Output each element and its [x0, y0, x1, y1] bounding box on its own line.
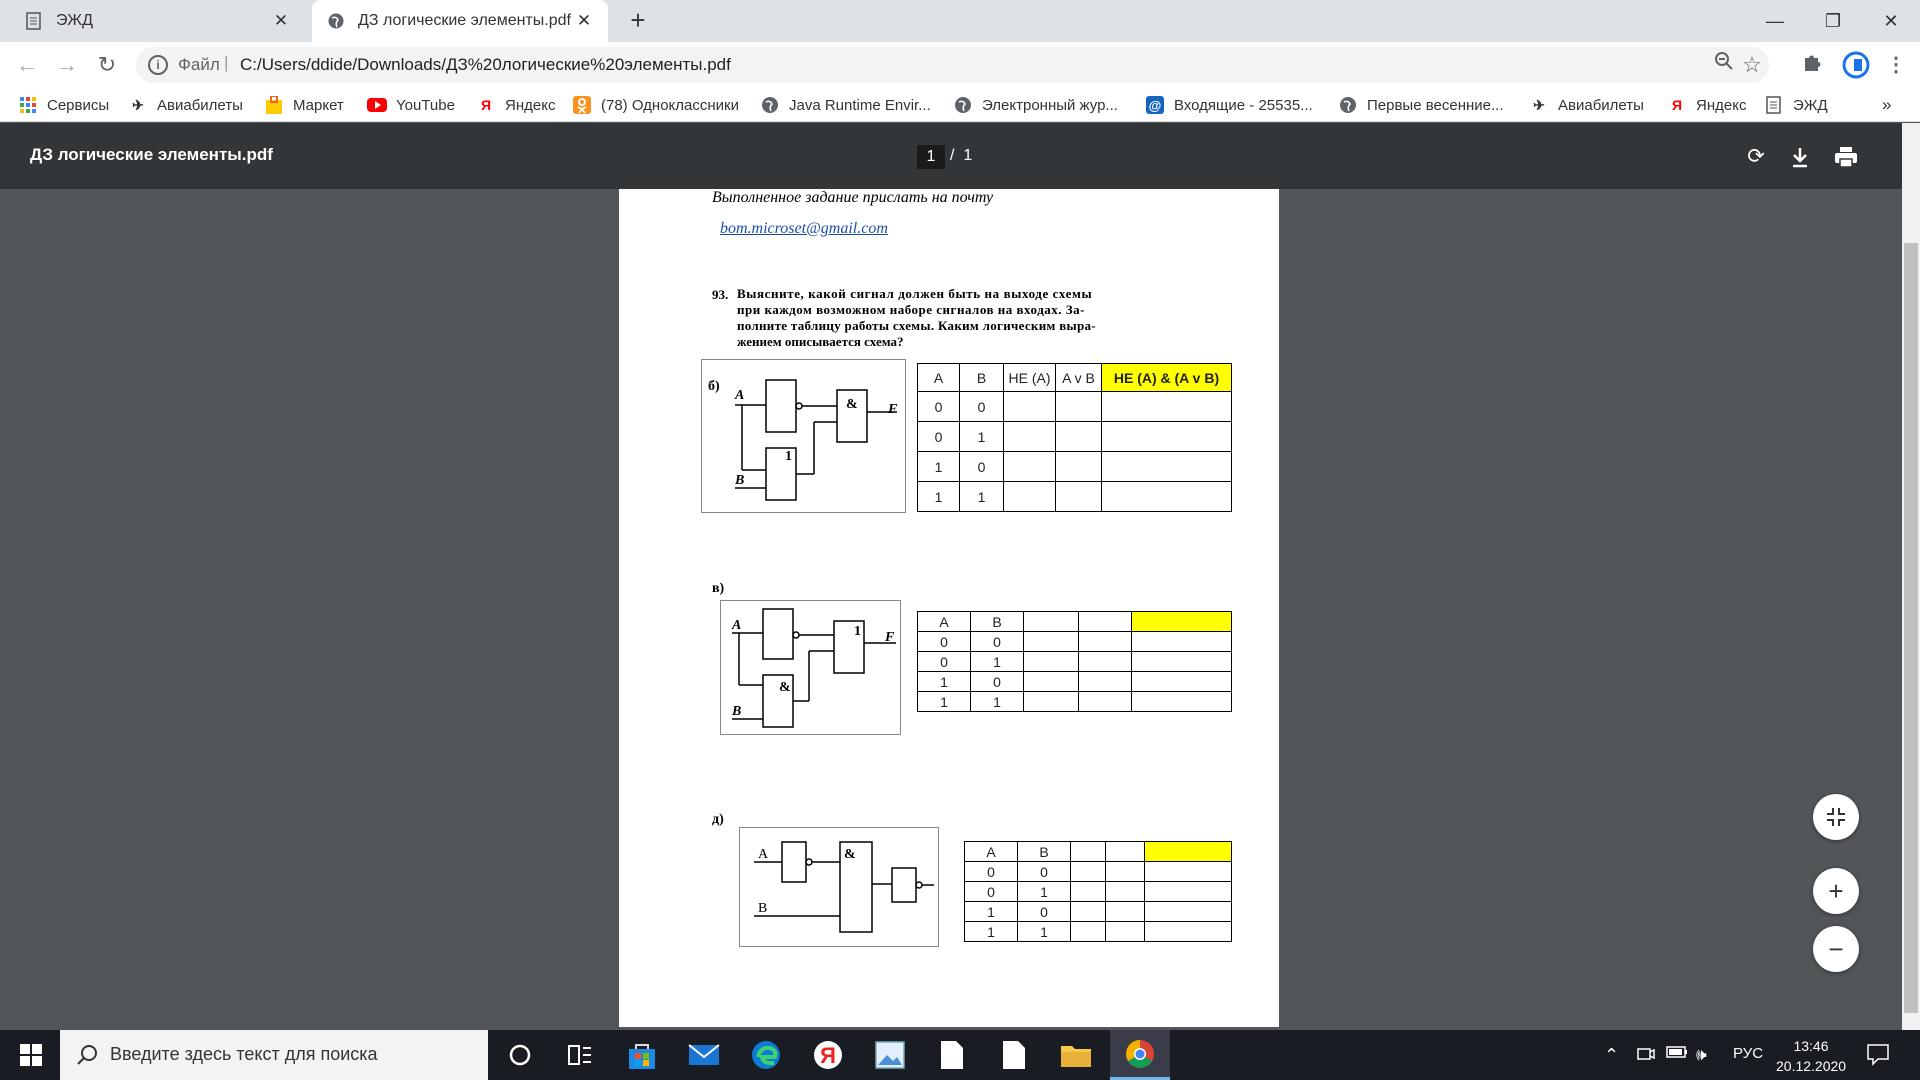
input-a-label: A [735, 388, 745, 403]
cell-b: 1 [971, 692, 1024, 712]
pdf-title: ДЗ логические элементы.pdf [30, 145, 273, 164]
empty-cell [1106, 922, 1145, 942]
search-icon [76, 1044, 98, 1071]
empty-cell [1132, 672, 1232, 692]
task-view-icon[interactable] [551, 1030, 609, 1080]
pdf-toolbar [0, 123, 1902, 189]
or-gate-symbol: 1 [854, 624, 861, 639]
part-label: б) [708, 379, 720, 394]
globe-icon [1338, 95, 1358, 115]
part-label: в) [712, 581, 725, 596]
search-placeholder: Введите здесь текст для поиска [110, 1044, 378, 1064]
market-bag-icon [264, 95, 284, 115]
globe-icon [760, 95, 780, 115]
empty-cell [1056, 482, 1102, 512]
table-row [918, 632, 1232, 652]
circuit-diagram-v [720, 600, 901, 735]
pdf-page [619, 189, 1279, 1027]
and-gate-symbol: & [844, 847, 856, 862]
header-cell: A [918, 364, 960, 392]
print-icon[interactable] [1832, 143, 1860, 171]
cell-a: 0 [918, 392, 960, 422]
close-tab-icon[interactable]: ✕ [576, 11, 592, 30]
header-cell-highlight [1132, 612, 1232, 632]
cell-a: 0 [965, 862, 1018, 882]
bookmarks-bar [0, 88, 1920, 122]
address-bar[interactable] [136, 47, 1769, 83]
empty-cell [1024, 672, 1079, 692]
table-row [918, 672, 1232, 692]
bookmark-label: Первые весенние... [1367, 96, 1504, 114]
bookmark-label: Java Runtime Envir... [789, 96, 931, 114]
zoom-out-button[interactable]: − [1813, 926, 1859, 972]
header-cell: B [971, 612, 1024, 632]
cell-a: 1 [918, 452, 960, 482]
cell-b: 1 [971, 652, 1024, 672]
task-line: полните таблицу работы схемы. Каким логическим выра- [737, 318, 1096, 333]
cell-b: 1 [960, 482, 1004, 512]
table-row [965, 882, 1232, 902]
store-icon[interactable] [613, 1030, 671, 1080]
cell-b: 0 [960, 392, 1004, 422]
windows-taskbar [0, 1030, 1920, 1080]
empty-cell [1106, 862, 1145, 882]
bookmark-label: Маркет [293, 96, 344, 114]
empty-cell [1145, 882, 1232, 902]
and-gate-symbol: & [846, 397, 858, 412]
url-separator: | [224, 53, 229, 72]
bookmark-youtube[interactable] [367, 88, 455, 122]
cell-b: 0 [1018, 862, 1071, 882]
truth-table-b [917, 363, 1232, 512]
bookmark-market[interactable] [264, 88, 344, 122]
cell-a: 0 [918, 652, 971, 672]
empty-cell [1079, 672, 1132, 692]
bookmark-label: Входящие - 25535... [1174, 96, 1313, 114]
bookmark-aviabilety[interactable] [128, 88, 243, 122]
clock[interactable] [1776, 1036, 1846, 1076]
close-tab-icon[interactable]: ✕ [273, 11, 289, 30]
cell-a: 1 [965, 922, 1018, 942]
apps-grid-icon [18, 95, 38, 115]
bookmark-label: (78) Одноклассники [601, 96, 739, 114]
journal-icon [24, 11, 44, 31]
globe-icon [326, 11, 346, 31]
empty-cell [1079, 692, 1132, 712]
cell-b: 1 [1018, 922, 1071, 942]
yandex-browser-icon[interactable] [799, 1030, 857, 1080]
empty-cell [1004, 452, 1056, 482]
cell-a: 1 [918, 672, 971, 692]
clock-date: 20.12.2020 [1776, 1058, 1847, 1074]
empty-cell [1145, 902, 1232, 922]
header-cell-highlight: НЕ (A) & (A v B) [1102, 364, 1232, 392]
tab-pdf[interactable] [312, 0, 608, 42]
cell-b: 1 [960, 422, 1004, 452]
truth-table-d [964, 841, 1232, 942]
yandex-icon: Я [1671, 97, 1683, 113]
empty-cell [1004, 392, 1056, 422]
input-language-indicator[interactable]: РУС [1733, 1045, 1764, 1062]
empty-cell [1106, 882, 1145, 902]
bookmark-electronic-journal[interactable] [953, 88, 1118, 122]
chrome-icon[interactable] [1110, 1030, 1170, 1080]
header-cell-highlight [1145, 842, 1232, 862]
table-row [918, 482, 1232, 512]
svg-text:Я: Я [820, 1043, 836, 1068]
or-gate-symbol: 1 [785, 449, 792, 464]
task-text [737, 286, 1187, 350]
table-row [918, 452, 1232, 482]
output-f-label: F [888, 402, 898, 417]
header-cell: A [918, 612, 971, 632]
empty-cell [1102, 482, 1232, 512]
edge-browser-icon[interactable] [737, 1030, 795, 1080]
empty-cell [1102, 452, 1232, 482]
header-cell: A [965, 842, 1018, 862]
extensions-puzzle-icon[interactable] [1798, 51, 1826, 79]
star-bookmark-icon[interactable]: ☆ [1742, 52, 1762, 77]
empty-cell [1024, 652, 1079, 672]
truth-table-v [917, 611, 1232, 712]
input-a-label: A [732, 618, 742, 633]
bookmark-label: Авиабилеты [1558, 96, 1644, 114]
empty-cell [1132, 692, 1232, 712]
empty-cell [1024, 692, 1079, 712]
task-line: Выясните, какой сигнал должен быть на выходе схемы [737, 286, 1093, 301]
and-gate-symbol: & [779, 680, 791, 695]
clock-time: 13:46 [1793, 1038, 1829, 1054]
start-windows-icon[interactable] [2, 1030, 60, 1080]
table-row [965, 862, 1232, 882]
browser-toolbar [0, 42, 1920, 88]
mail-at-icon [1145, 95, 1165, 115]
task-line: жением описывается схема? [737, 334, 904, 349]
empty-cell [1132, 652, 1232, 672]
show-hidden-icons-chevron-icon[interactable]: ⌃ [1604, 1045, 1620, 1065]
zoom-in-button[interactable]: + [1813, 868, 1859, 914]
bookmark-label: YouTube [396, 96, 455, 114]
journal-icon [1764, 95, 1784, 115]
url-text[interactable]: C:/Users/ddide/Downloads/ДЗ%20логические%20элементы.pdf [240, 55, 731, 74]
input-b-label: B [735, 473, 745, 488]
input-b-label: B [732, 704, 742, 719]
empty-cell [1079, 632, 1132, 652]
task-number: 93. [712, 287, 729, 302]
scrollbar-thumb[interactable] [1904, 243, 1918, 1013]
fit-page-button[interactable] [1813, 794, 1859, 840]
rotate-icon[interactable]: ⟳ [1747, 145, 1765, 168]
empty-cell [1004, 482, 1056, 512]
minimize-button[interactable]: — [1766, 11, 1784, 31]
circuit-diagram-d [739, 827, 939, 947]
bookmark-aviabilety-2[interactable] [1529, 88, 1644, 122]
empty-cell [1004, 422, 1056, 452]
taskbar-search-box[interactable] [60, 1030, 488, 1080]
photos-app-icon[interactable] [861, 1030, 919, 1080]
odnoklassniki-icon [572, 95, 592, 115]
bookmark-yandex[interactable] [476, 88, 555, 122]
volume-icon[interactable]: 🕪 [1696, 1045, 1707, 1064]
airplane-icon: ✈ [132, 96, 144, 113]
header-cell: A v B [1056, 364, 1102, 392]
bookmark-label: Сервисы [47, 96, 110, 114]
header-cell [1024, 612, 1079, 632]
profile-avatar-icon[interactable] [1842, 51, 1870, 79]
viewer-scrollbar[interactable] [1902, 123, 1920, 1030]
input-b-label: B [758, 901, 768, 916]
table-row [918, 422, 1232, 452]
empty-cell [1071, 902, 1106, 922]
bookmark-ezhd[interactable] [1764, 88, 1828, 122]
header-cell [1106, 842, 1145, 862]
cell-a: 0 [918, 422, 960, 452]
bookmark-java[interactable] [760, 88, 931, 122]
globe-icon [953, 95, 973, 115]
email-link[interactable]: bom.microset@gmail.com [720, 220, 888, 237]
battery-icon[interactable] [1666, 1045, 1688, 1063]
yandex-icon: Я [480, 97, 492, 113]
tab-ezhd[interactable] [10, 0, 305, 42]
file-explorer-icon[interactable] [1047, 1030, 1105, 1080]
table-row [965, 902, 1232, 922]
bookmark-inbox[interactable] [1145, 88, 1313, 122]
page-count: / 1 [950, 147, 973, 164]
cell-a: 1 [918, 692, 971, 712]
empty-cell [1102, 422, 1232, 452]
table-row [918, 392, 1232, 422]
tab-title: ДЗ логические элементы.pdf [358, 12, 571, 29]
bookmark-label: Электронный жур... [982, 96, 1118, 114]
reload-icon[interactable]: ↻ [97, 52, 117, 77]
bookmark-label: Авиабилеты [157, 96, 243, 114]
empty-cell [1056, 392, 1102, 422]
header-cell: НЕ (A) [1004, 364, 1056, 392]
header-cell: B [960, 364, 1004, 392]
url-scheme: Файл [178, 55, 220, 74]
cell-b: 0 [1018, 902, 1071, 922]
cortana-icon[interactable] [491, 1030, 549, 1080]
close-window-button[interactable]: ✕ [1883, 11, 1899, 31]
empty-cell [1071, 882, 1106, 902]
header-cell [1079, 612, 1132, 632]
empty-cell [1145, 862, 1232, 882]
zoom-icon[interactable] [1710, 51, 1738, 79]
cell-b: 0 [971, 632, 1024, 652]
table-row [965, 922, 1232, 942]
svg-text:@: @ [1148, 98, 1162, 113]
bookmark-services[interactable] [18, 88, 109, 122]
menu-kebab-icon[interactable]: ⋮ [1886, 54, 1906, 76]
new-tab-button[interactable]: + [630, 5, 646, 35]
bookmark-yandex-2[interactable] [1667, 88, 1746, 122]
bookmark-label: ЭЖД [1793, 96, 1828, 114]
empty-cell [1056, 452, 1102, 482]
empty-cell [1102, 392, 1232, 422]
cell-a: 1 [965, 902, 1018, 922]
airplane-icon: ✈ [1533, 96, 1545, 113]
submission-note: Выполненное задание прислать на почту [712, 189, 994, 206]
mail-icon[interactable] [675, 1030, 733, 1080]
empty-cell [1024, 632, 1079, 652]
bookmark-label: Яндекс [1696, 96, 1747, 114]
header-cell [1071, 842, 1106, 862]
bookmark-spring[interactable] [1338, 88, 1504, 122]
empty-cell [1079, 652, 1132, 672]
output-f-label: F [885, 630, 895, 645]
cell-b: 0 [971, 672, 1024, 692]
empty-cell [1056, 422, 1102, 452]
meet-now-icon[interactable] [1637, 1045, 1655, 1067]
empty-cell [1071, 922, 1106, 942]
table-row [918, 652, 1232, 672]
empty-cell [1132, 632, 1232, 652]
bookmark-odnoklassniki[interactable] [572, 88, 739, 122]
page-number-input[interactable]: 1 [917, 145, 945, 169]
youtube-icon [367, 95, 387, 115]
table-row [918, 692, 1232, 712]
empty-cell [1071, 862, 1106, 882]
document-file-icon-2[interactable] [985, 1030, 1043, 1080]
tab-title: ЭЖД [56, 12, 93, 29]
info-icon[interactable]: i [148, 55, 168, 75]
cell-a: 0 [918, 632, 971, 652]
cell-b: 1 [1018, 882, 1071, 902]
empty-cell [1106, 902, 1145, 922]
task-line: при каждом возможном наборе сигналов на входах. За- [737, 302, 1085, 317]
tab-strip [0, 0, 1920, 42]
bookmark-label: Яндекс [505, 96, 556, 114]
restore-button[interactable]: ❐ [1824, 11, 1842, 31]
document-file-icon[interactable] [923, 1030, 981, 1080]
bookmarks-overflow-button[interactable]: » [1882, 95, 1892, 114]
empty-cell [1145, 922, 1232, 942]
header-cell: B [1018, 842, 1071, 862]
input-a-label: A [758, 847, 769, 862]
download-icon[interactable] [1786, 143, 1814, 171]
forward-arrow-icon[interactable]: → [56, 52, 78, 77]
notifications-icon[interactable] [1866, 1042, 1890, 1070]
circuit-diagram-b [701, 359, 906, 513]
cell-a: 1 [918, 482, 960, 512]
part-label: д) [712, 812, 724, 827]
cell-b: 0 [960, 452, 1004, 482]
cell-a: 0 [965, 882, 1018, 902]
back-arrow-icon[interactable]: ← [16, 52, 38, 77]
